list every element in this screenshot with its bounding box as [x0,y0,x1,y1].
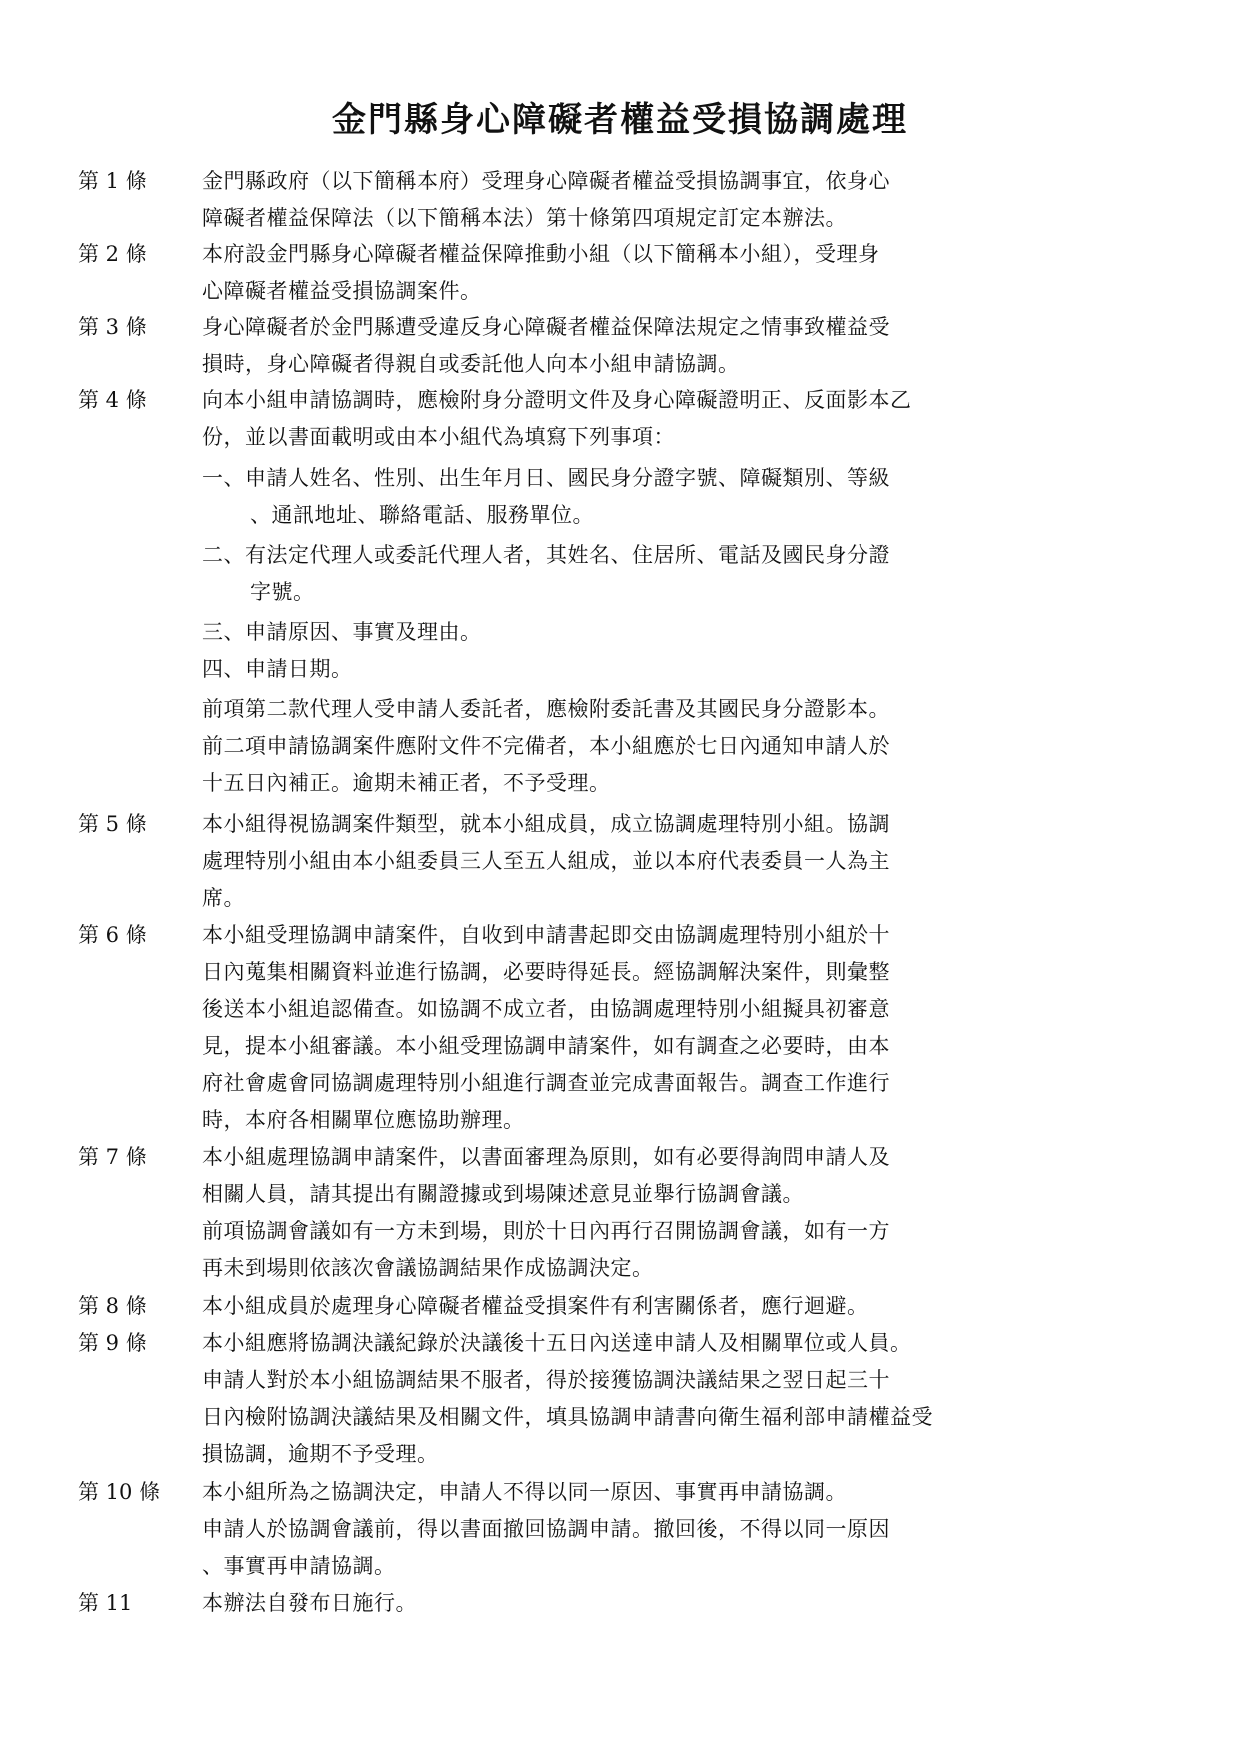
article-line: 席。 [202,886,245,910]
article-line: 向本小組申請協調時，應檢附身分證明文件及身心障礙證明正、反面影本乙 [202,388,912,412]
article-line: 、事實再申請協調。 [202,1554,396,1578]
article-line: 府社會處會同協調處理特別小組進行調查並完成書面報告。調查工作進行 [202,1071,890,1095]
article-line: 見，提本小組審議。本小組受理協調申請案件，如有調查之必要時，由本 [202,1034,890,1058]
article-line: 申請人對於本小組協調結果不服者，得於接獲協調決議結果之翌日起三十 [202,1368,890,1392]
article-line: 二、有法定代理人或委託代理人者，其姓名、住居所、電話及國民身分證 [202,543,890,567]
article-line: 四、申請日期。 [202,657,353,681]
article-line: 本府設金門縣身心障礙者權益保障推動小組（以下簡稱本小組），受理身 [202,242,880,266]
article-line: 本辦法自發布日施行。 [202,1591,417,1615]
article-number: 第 6 條 [78,923,147,947]
article-line: 本小組處理協調申請案件，以書面審理為原則，如有必要得詢問申請人及 [202,1145,890,1169]
article-line: 再未到場則依該次會議協調結果作成協調決定。 [202,1256,654,1280]
article-line: 相關人員，請其提出有關證據或到場陳述意見並舉行協調會議。 [202,1182,804,1206]
article-line: 時，本府各相關單位應協助辦理。 [202,1108,525,1132]
article-number: 第 11 [78,1591,133,1615]
article-line: 份，並以書面載明或由本小組代為填寫下列事項： [202,425,675,449]
article-line: 損協調，逾期不予受理。 [202,1442,439,1466]
article-line: 後送本小組追認備查。如協調不成立者，由協調處理特別小組擬具初審意 [202,997,890,1021]
article-line: 三、申請原因、事實及理由。 [202,620,482,644]
article-line: 日內蒐集相關資料並進行協調，必要時得延長。經協調解決案件，則彙整 [202,960,890,984]
article-line: 本小組所為之協調決定，申請人不得以同一原因、事實再申請協調。 [202,1480,847,1504]
article-line: 字號。 [250,580,315,604]
article-number: 第 1 條 [78,169,147,193]
article-line: 本小組應將協調決議紀錄於決議後十五日內送達申請人及相關單位或人員。 [202,1331,912,1355]
article-number: 第 4 條 [78,388,147,412]
article-line: 、通訊地址、聯絡電話、服務單位。 [250,503,594,527]
page-title: 金門縣身心障礙者權益受損協調處理 [332,100,908,140]
article-number: 第 2 條 [78,242,147,266]
article-line: 十五日內補正。逾期未補正者，不予受理。 [202,771,611,795]
article-number: 第 10 條 [78,1480,161,1504]
article-number: 第 9 條 [78,1331,147,1355]
article-line: 日內檢附協調決議結果及相關文件，填具協調申請書向衛生福利部申請權益受 [202,1405,933,1429]
article-line: 障礙者權益保障法（以下簡稱本法）第十條第四項規定訂定本辦法。 [202,206,847,230]
article-line: 申請人於協調會議前，得以書面撤回協調申請。撤回後，不得以同一原因 [202,1517,890,1541]
article-line: 本小組得視協調案件類型，就本小組成員，成立協調處理特別小組。協調 [202,812,890,836]
article-line: 本小組成員於處理身心障礙者權益受損案件有利害關係者，應行迴避。 [202,1294,869,1318]
article-line: 處理特別小組由本小組委員三人至五人組成，並以本府代表委員一人為主 [202,849,890,873]
article-line: 金門縣政府（以下簡稱本府）受理身心障礙者權益受損協調事宜，依身心 [202,169,890,193]
article-line: 損時，身心障礙者得親自或委託他人向本小組申請協調。 [202,352,740,376]
article-line: 身心障礙者於金門縣遭受違反身心障礙者權益保障法規定之情事致權益受 [202,315,890,339]
article-number: 第 5 條 [78,812,147,836]
article-line: 前項協調會議如有一方未到場，則於十日內再行召開協調會議，如有一方 [202,1219,890,1243]
article-line: 一、申請人姓名、性別、出生年月日、國民身分證字號、障礙類別、等級 [202,466,890,490]
article-number: 第 3 條 [78,315,147,339]
article-line: 前項第二款代理人受申請人委託者，應檢附委託書及其國民身分證影本。 [202,697,890,721]
article-line: 本小組受理協調申請案件，自收到申請書起即交由協調處理特別小組於十 [202,923,890,947]
article-number: 第 7 條 [78,1145,147,1169]
article-number: 第 8 條 [78,1294,147,1318]
article-line: 前二項申請協調案件應附文件不完備者，本小組應於七日內通知申請人於 [202,734,890,758]
article-line: 心障礙者權益受損協調案件。 [202,279,482,303]
